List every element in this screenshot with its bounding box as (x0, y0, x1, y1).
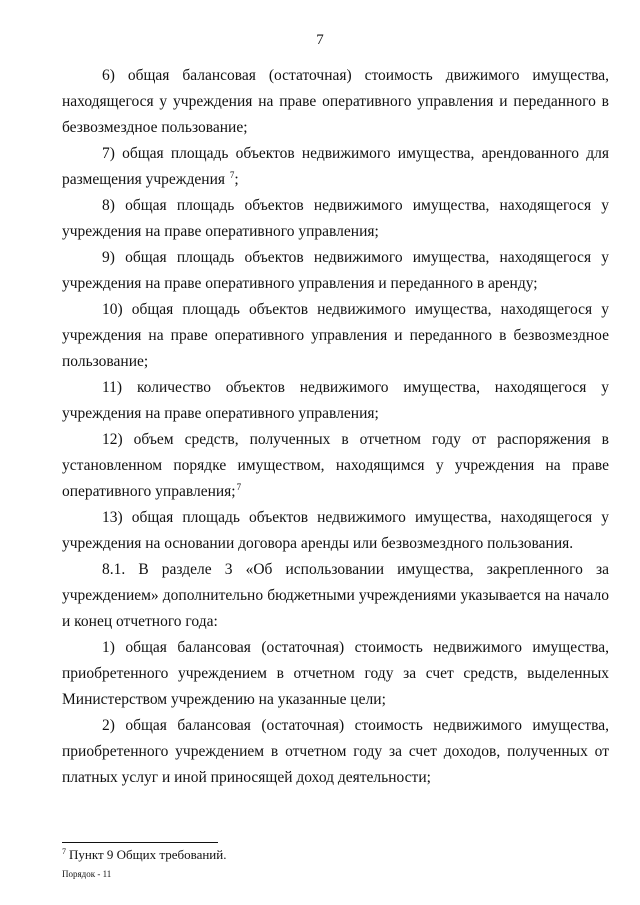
footnote-divider (62, 842, 218, 843)
paragraph-item-12: 12) объем средств, полученных в отчетном году от распоряжения в установленном порядке имуществом, находящимся у учреждения на праве оперативного управления;$^7$ (62, 431, 609, 500)
footnote-mark: 7 (62, 846, 66, 856)
footnote-ref: 7 (236, 481, 242, 492)
paragraph-item-7: 7) общая площадь объектов недвижимого имущества, арендованного для размещения учреждения $^7$; (62, 145, 609, 188)
paragraph-item-13: 13) общая площадь объектов недвижимого имущества, находящегося у учреждения на основании договора аренды или безвозмездного пользования. (62, 509, 609, 552)
order-reference: Порядок - 11 (62, 869, 112, 879)
footnote-text: Пункт 9 Общих требований. (69, 847, 227, 862)
document-body (62, 63, 609, 791)
paragraph-item-8: 8) общая площадь объектов недвижимого имущества, находящегося у учреждения на праве оперативного управления; (62, 197, 609, 240)
page-number: 7 (316, 32, 324, 48)
paragraph-subitem-2: 2) общая балансовая (остаточная) стоимость недвижимого имущества, приобретенного учреждением в отчетном году за счет доходов, полученных от платных услуг и иной приносящей доход деятельности; (62, 717, 609, 786)
paragraph-item-10: 10) общая площадь объектов недвижимого имущества, находящегося у учреждения на праве оперативного управления и переданного в безвозмездное пользование; (62, 301, 609, 370)
paragraph-section-8-1: 8.1. В разделе 3 «Об использовании имущества, закрепленного за учреждением» дополнительно бюджетными учреждениями указывается на начало и конец отчетного года: (62, 561, 609, 630)
paragraph-subitem-1: 1) общая балансовая (остаточная) стоимость недвижимого имущества, приобретенного учреждением в отчетном году за счет средств, выделенных Министерством учреждению на указанные цели; (62, 639, 609, 708)
footnote-ref: 7 (229, 169, 235, 180)
paragraph-item-9: 9) общая площадь объектов недвижимого имущества, находящегося у учреждения на праве оперативного управления и переданного в аренду; (62, 249, 609, 292)
paragraph-item-11: 11) количество объектов недвижимого имущества, находящегося у учреждения на праве оперативного управления; (62, 379, 609, 422)
footnote (62, 846, 602, 864)
paragraph-item-6: 6) общая балансовая (остаточная) стоимость движимого имущества, находящегося у учреждения на праве оперативного управления и переданного в безвозмездное пользование; (62, 67, 609, 136)
